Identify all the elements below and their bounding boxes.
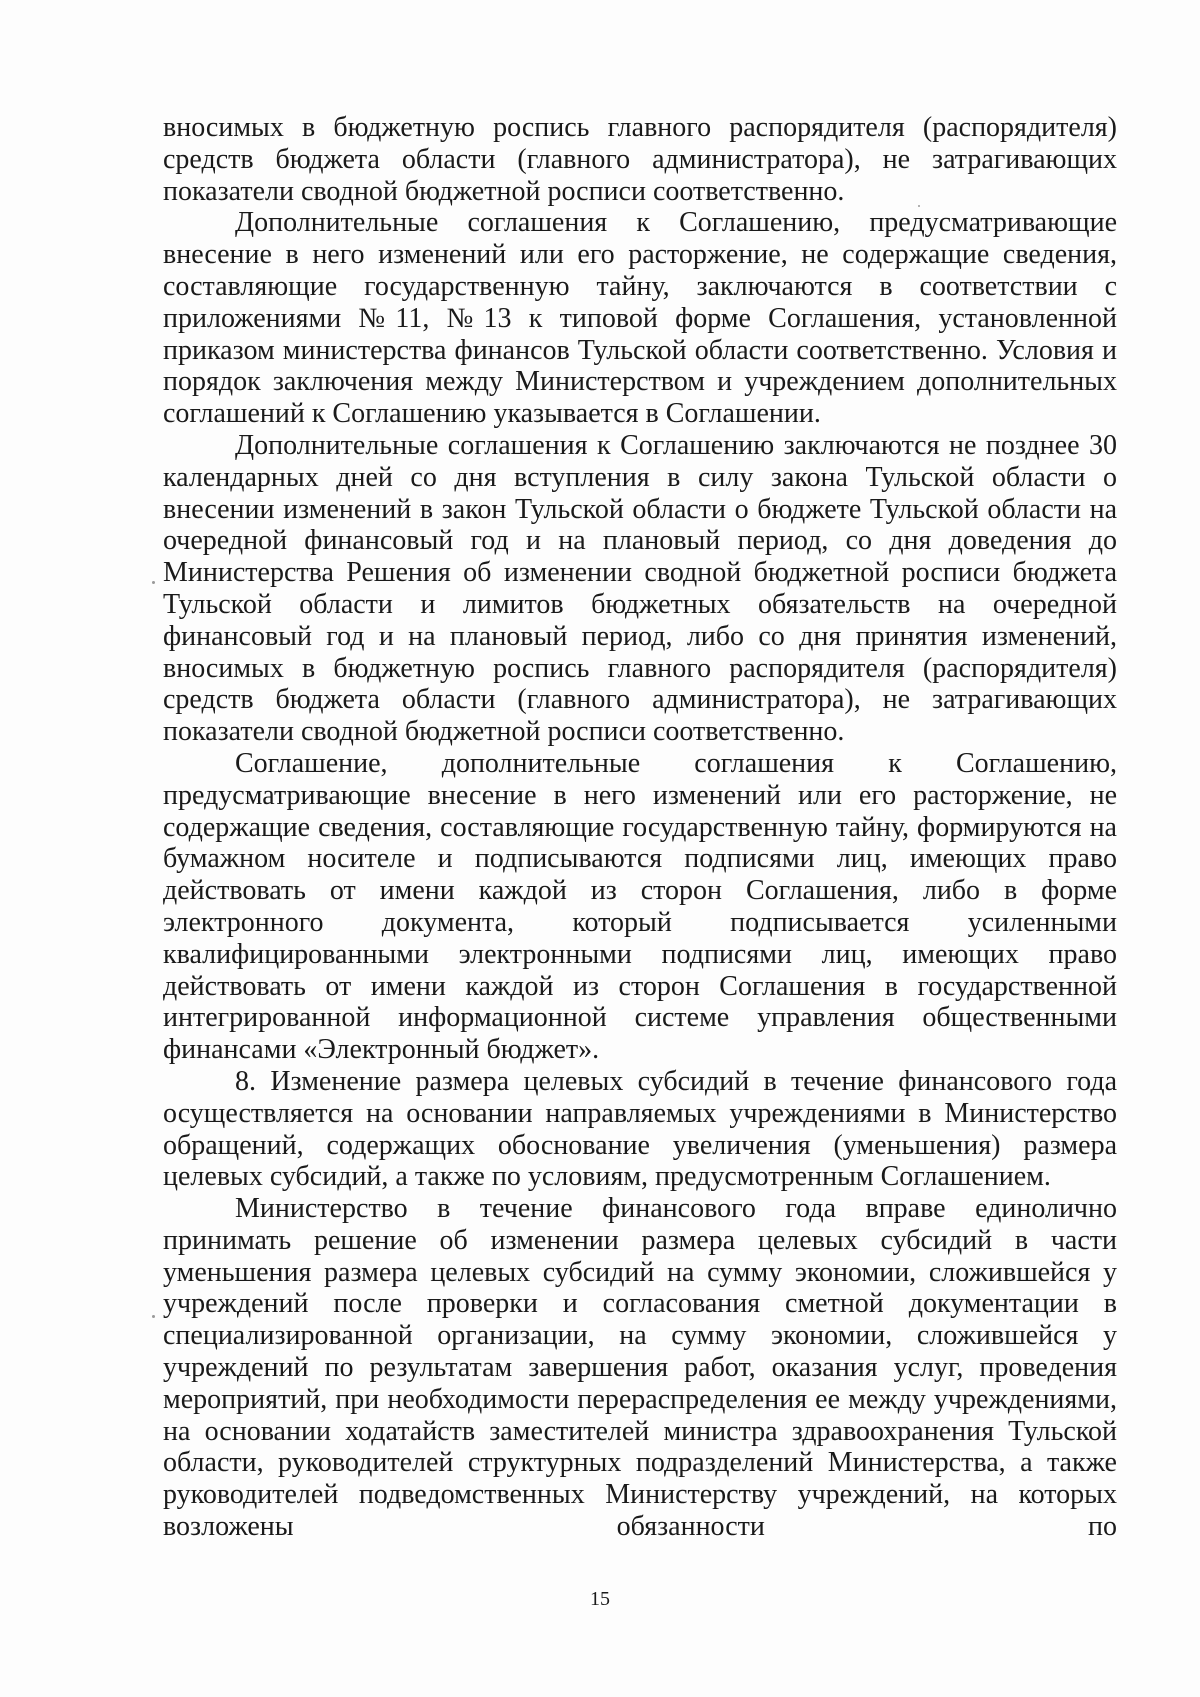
paragraph-5: 8. Изменение размера целевых субсидий в течение финансового года осуществляется на основании направляемых учреждениями в Министерство обращений, содержащих обоснование увеличения (уменьшения) размера целевых субсидий, а также по условиям, предусмотренным Соглашением.: [163, 1065, 1117, 1193]
paragraph-2: Дополнительные соглашения к Соглашению, предусматривающие внесение в него изменений или его расторжение, не содержащие сведения, составляющие государственную тайну, заключаются в соответствии с приложениями №11, №13 к типовой форме Соглашения, установленной приказом министерства финансов Тульской области соответственно. Условия и порядок заключения между Министерством и учреждением дополнительных соглашений к Соглашению указывается в Соглашении.: [163, 207, 1117, 430]
paragraph-4: Соглашение, дополнительные соглашения к Соглашению, предусматривающие внесение в него изменений или его расторжение, не содержащие сведения, составляющие государственную тайну, формируются на бумажном носителе и подписываются подписями лиц, имеющих право действовать от имени каждой из сторон Соглашения, либо в форме электронного документа, который подписывается усиленными квалифицированными электронными подписями лиц, имеющих право действовать от имени каждой из сторон Соглашения в государственной интегрированной информационной системе управления общественными финансами «Электронный бюджет».: [163, 747, 1117, 1066]
scan-speck: [152, 1315, 155, 1318]
document-body: [163, 112, 1117, 1543]
page-number: 15: [590, 1588, 610, 1610]
paragraph-1: вносимых в бюджетную роспись главного распорядителя (распорядителя) средств бюджета области (главного администратора), не затрагивающих показатели сводной бюджетной росписи соответственно.: [163, 112, 1117, 207]
scan-speck: [152, 581, 155, 584]
scan-speck: [918, 205, 920, 207]
paragraph-6: Министерство в течение финансового года вправе единолично принимать решение об изменении размера целевых субсидий в части уменьшения размера целевых субсидий на сумму экономии, сложившейся у учреждений после проверки и согласования сметной документации в специализированной организации, на сумму экономии, сложившейся у учреждений по результатам завершения работ, оказания услуг, проведения мероприятий, при необходимости перераспределения ее между учреждениями, на основании ходатайств заместителей министра здравоохранения Тульской области, руководителей структурных подразделений Министерства, а также руководителей подведомственных Министерству учреждений, на которых возложены обязанности по: [163, 1193, 1117, 1543]
paragraph-3: Дополнительные соглашения к Соглашению заключаются не позднее 30 календарных дней со дня вступления в силу закона Тульской области о внесении изменений в закон Тульской области о бюджете Тульской области на очередной финансовый год и на плановый период, со дня доведения до Министерства Решения об изменении сводной бюджетной росписи бюджета Тульской области и лимитов бюджетных обязательств на очередной финансовый год и на плановый период, либо со дня принятия изменений, вносимых в бюджетную роспись главного распорядителя (распорядителя) средств бюджета области (главного администратора), не затрагивающих показатели сводной бюджетной росписи соответственно.: [163, 429, 1117, 748]
